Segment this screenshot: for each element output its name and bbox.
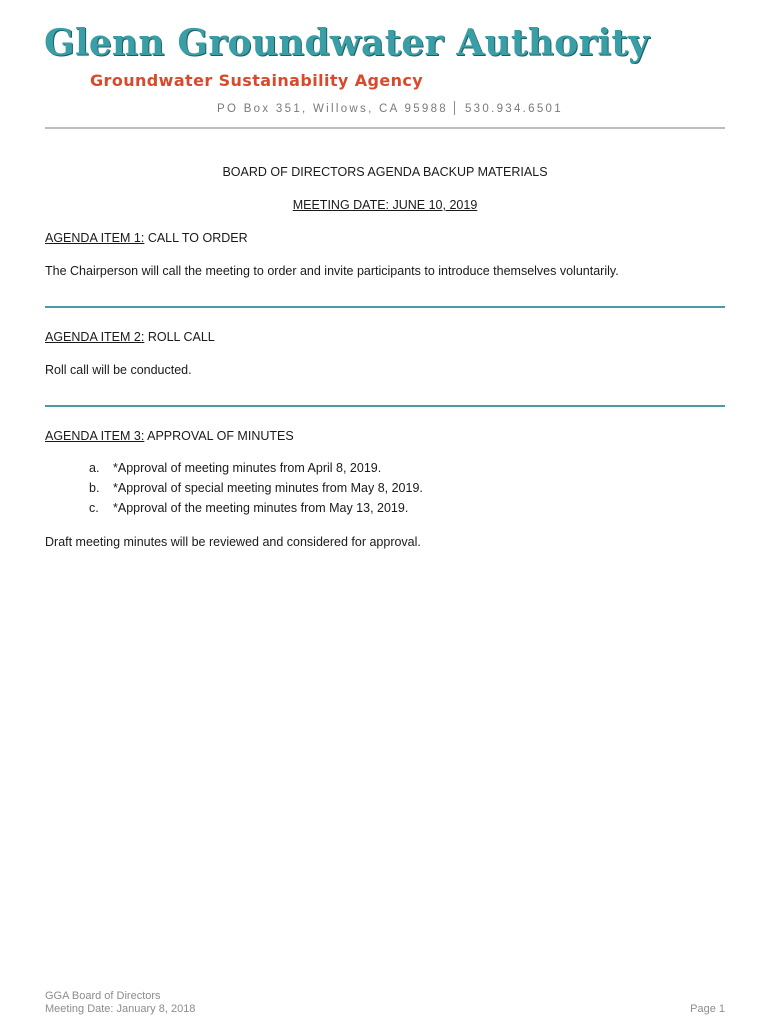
list-item: [89, 460, 423, 480]
document-title: BOARD OF DIRECTORS AGENDA BACKUP MATERIALS: [222, 165, 548, 179]
org-subtitle: Groundwater Sustainability Agency: [90, 71, 424, 90]
phone: 530.934.6501: [464, 103, 563, 115]
meeting-date: MEETING DATE: JUNE 10, 2019: [292, 198, 478, 212]
list-marker: b.: [89, 481, 100, 495]
agenda-item-2-heading: [45, 330, 215, 344]
agenda-item-2-body: Roll call will be conducted.: [45, 363, 192, 377]
footer-board: GGA Board of Directors: [45, 990, 161, 1002]
section-divider: [45, 306, 725, 308]
list-marker: c.: [89, 501, 99, 515]
agenda-item-1-label: AGENDA ITEM 1:: [45, 231, 145, 245]
list-item: [89, 500, 423, 520]
address: PO Box 351, Willows, CA 95988: [217, 103, 448, 115]
minutes-list: [89, 460, 423, 520]
list-item: [89, 480, 423, 500]
agenda-item-3-label: AGENDA ITEM 3:: [45, 429, 145, 443]
agenda-item-1-heading: [45, 231, 248, 245]
list-item-text: *Approval of special meeting minutes from May 8, 2019.: [113, 481, 423, 495]
list-item-text: *Approval of the meeting minutes from May 13, 2019.: [113, 501, 409, 515]
contact-separator: [454, 101, 455, 115]
header-divider: [45, 127, 725, 129]
footer-info: [45, 990, 195, 1016]
agenda-item-3-title: APPROVAL OF MINUTES: [144, 429, 294, 443]
list-item-text: *Approval of meeting minutes from April 8, 2019.: [113, 461, 382, 475]
footer-meeting-date: Meeting Date: January 8, 2018: [45, 1003, 196, 1015]
org-name: Glenn Groundwater Authority: [44, 22, 650, 64]
contact-line: [217, 101, 563, 115]
agenda-item-3-body: Draft meeting minutes will be reviewed and considered for approval.: [45, 535, 421, 549]
agenda-item-1-title: CALL TO ORDER: [144, 231, 248, 245]
agenda-item-1-body: The Chairperson will call the meeting to order and invite participants to introduce themselves voluntarily.: [45, 264, 619, 278]
section-divider: [45, 405, 725, 407]
agenda-item-2-title: ROLL CALL: [144, 330, 215, 344]
list-marker: a.: [89, 461, 100, 475]
page-number: Page 1: [690, 1003, 725, 1015]
agenda-item-3-heading: [45, 429, 294, 443]
agenda-item-2-label: AGENDA ITEM 2:: [45, 330, 145, 344]
